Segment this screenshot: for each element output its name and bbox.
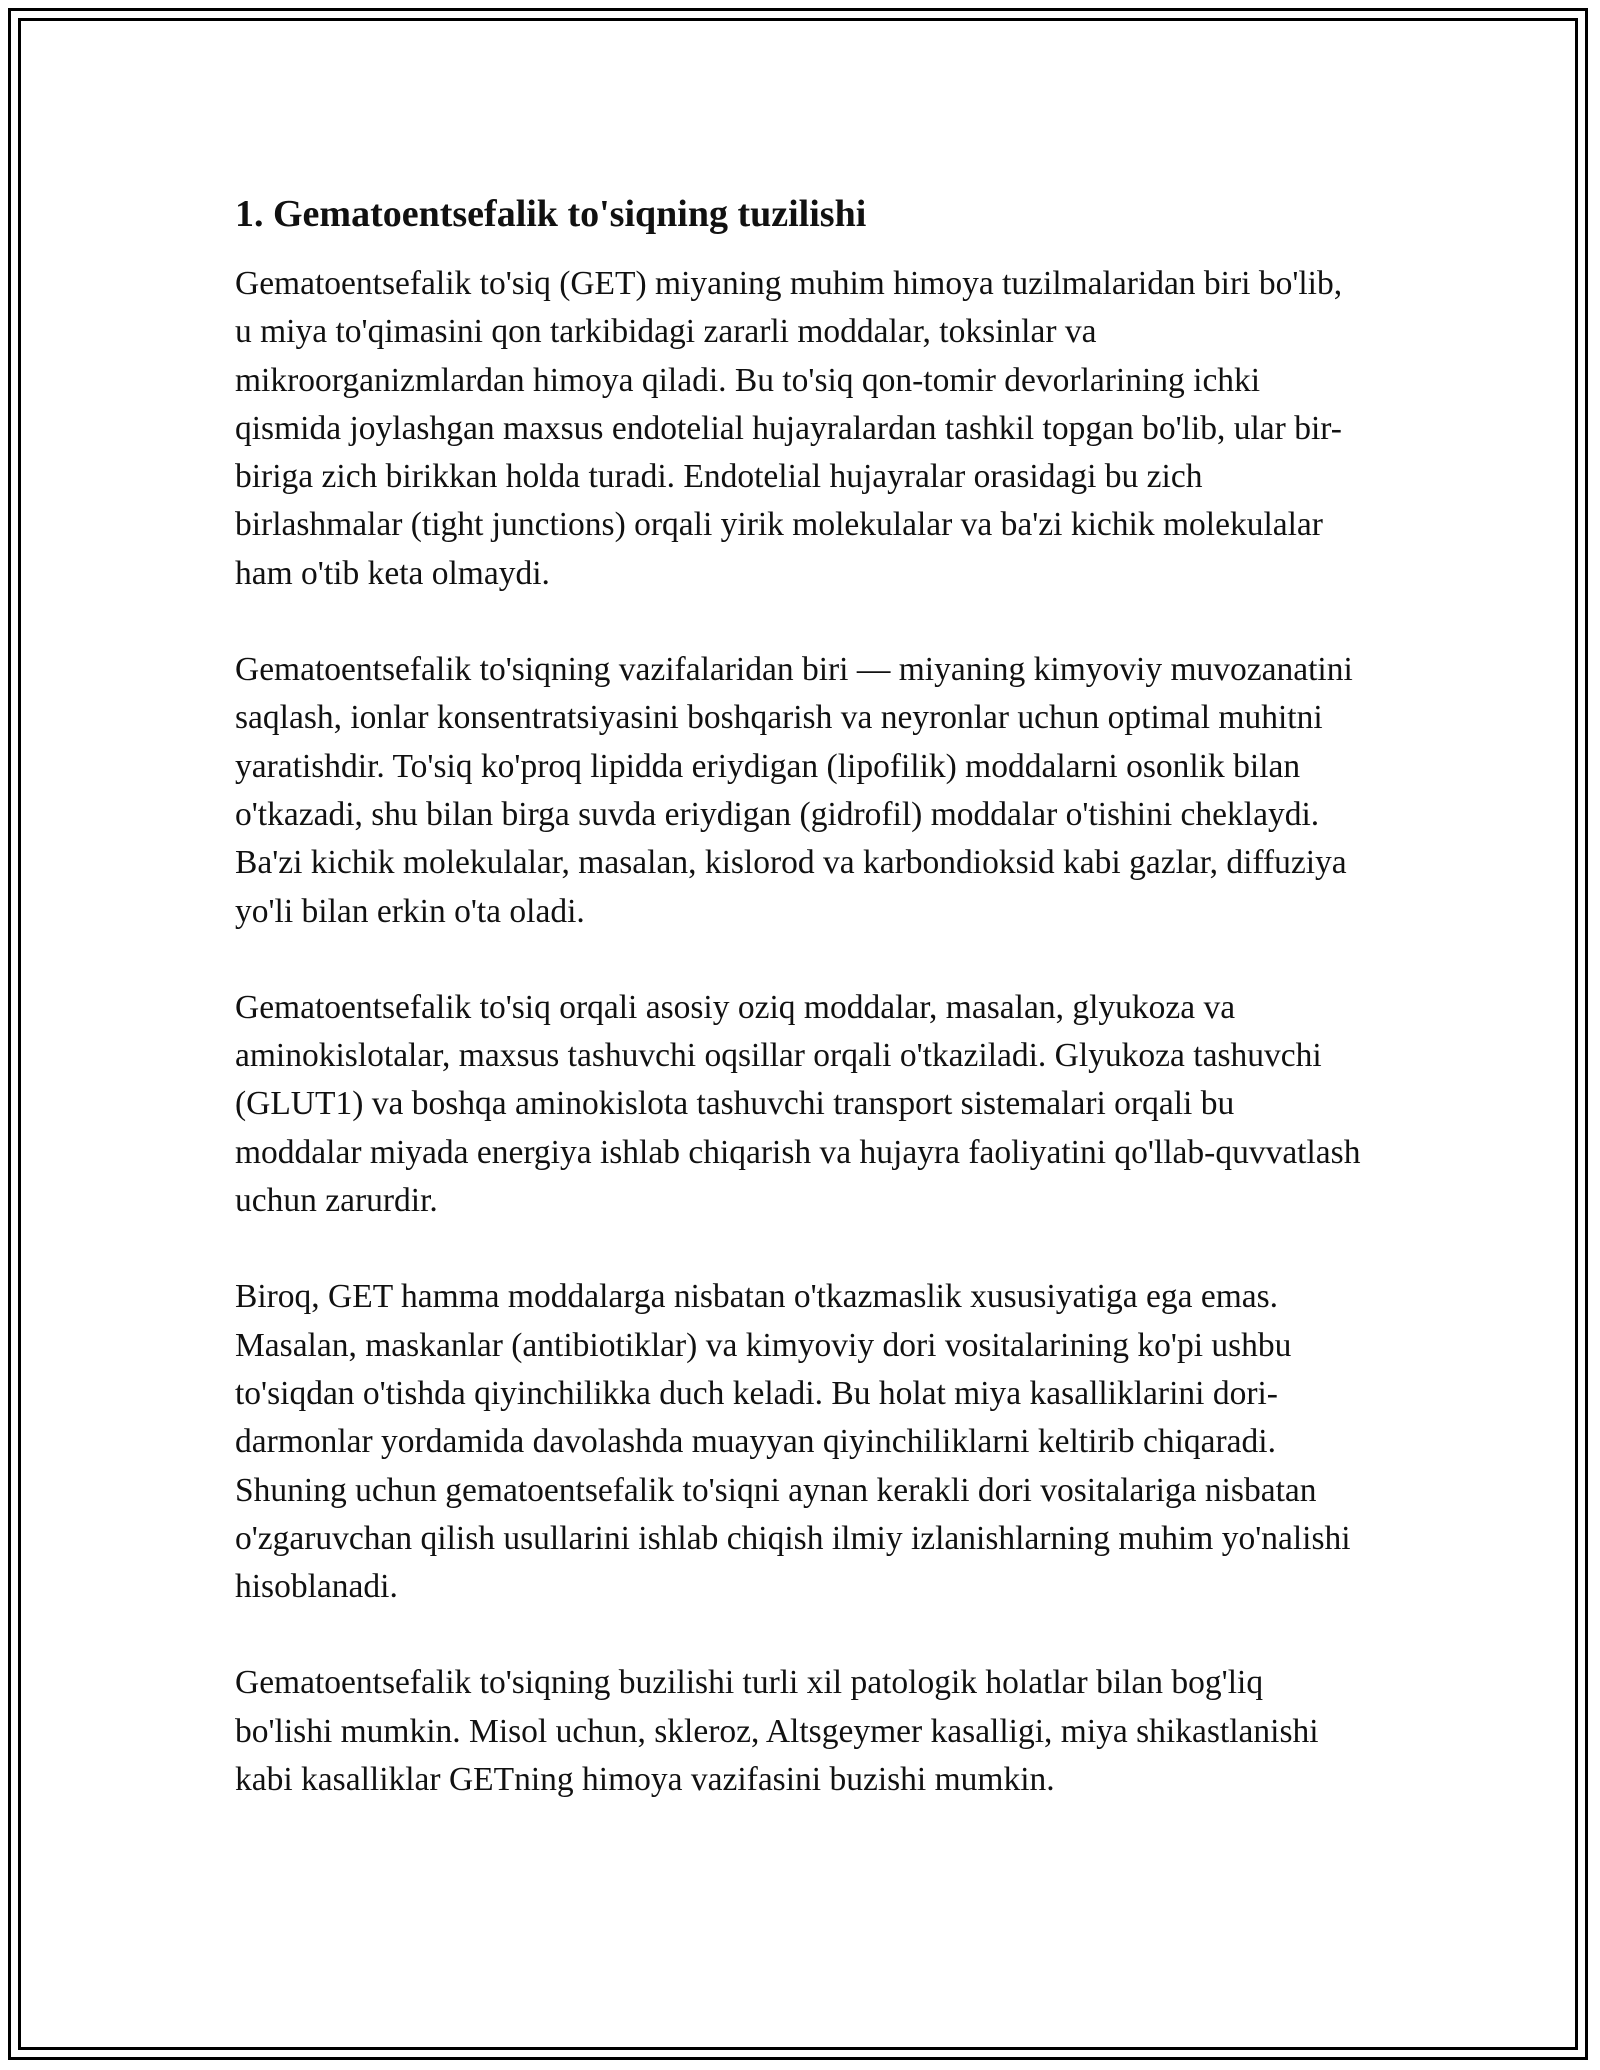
section-heading: 1. Gematoentsefalik to'siqning tuzilishi — [235, 193, 867, 235]
paragraph-pathology: Gematoentsefalik to'siqning buzilishi turli xil patologik holatlar bilan bog'liq bo'lishi mumkin. Misol uchun, skleroz, Altsgeymer kasalligi, miya shikastlanishi kabi kasalliklar GETning himoya vazifasini buzishi mumkin. — [235, 1664, 1319, 1799]
paragraph-functions: Gematoentsefalik to'siqning vazifalaridan biri — miyaning kimyoviy muvozanatini saqlash, ionlar konsentratsiyasini boshqarish va neyronlar uchun optimal muhitni yaratishdir. To'siq ko'proq lipidda eriydigan (lipofilik) moddalarni osonlik bilan o'tkazadi, shu bilan birga suvda eriydigan (gidrofil) moddalar o'tishini cheklaydi. Ba'zi kichik molekulalar, masalan, kislorod va karbondioksid kabi gazlar, diffuziya yo'li bilan erkin o'ta oladi. — [235, 651, 1353, 930]
document-body — [235, 186, 1365, 1852]
paragraph-nutrient-transport: Gematoentsefalik to'siq orqali asosiy oziq moddalar, masalan, glyukoza va aminokislotalar, maxsus tashuvchi oqsillar orqali o'tkaziladi. Glyukoza tashuvchi (GLUT1) va boshqa aminokislota tashuvchi transport sistemalari orqali bu moddalar miyada energiya ishlab chiqarish va hujayra faoliyatini qo'llab-quvvatlash uchun zarurdir. — [235, 988, 1361, 1220]
paragraph-structure: Gematoentsefalik to'siq (GET) miyaning muhim himoya tuzilmalaridan biri bo'lib, u miya to'qimasini qon tarkibidagi zararli moddalar, toksinlar va mikroorganizmlardan himoya qiladi. Bu to'siq qon-tomir devorlarining ichki qismida joylashgan maxsus endotelial hujayralardan tashkil topgan bo'lib, ular bir-biriga zich birikkan holda turadi. Endotelial hujayralar orasidagi bu zich birlashmalar (tight junctions) orqali yirik molekulalar va ba'zi kichik molekulalar ham o'tib keta olmaydi. — [235, 265, 1343, 592]
paragraph-drug-permeability: Biroq, GET hamma moddalarga nisbatan o'tkazmaslik xususiyatiga ega emas. Masalan, maskanlar (antibiotiklar) va kimyoviy dori vositalarining ko'pi ushbu to'siqdan o'tishda qiyinchilikka duch keladi. Bu holat miya kasalliklarini dori-darmonlar yordamida davolashda muayyan qiyinchiliklarni keltirib chiqaradi. Shuning uchun gematoentsefalik to'siqni aynan kerakli dori vositalariga nisbatan o'zgaruvchan qilish usullarini ishlab chiqish ilmiy izlanishlarning muhim yo'nalishi hisoblanadi. — [235, 1278, 1351, 1606]
